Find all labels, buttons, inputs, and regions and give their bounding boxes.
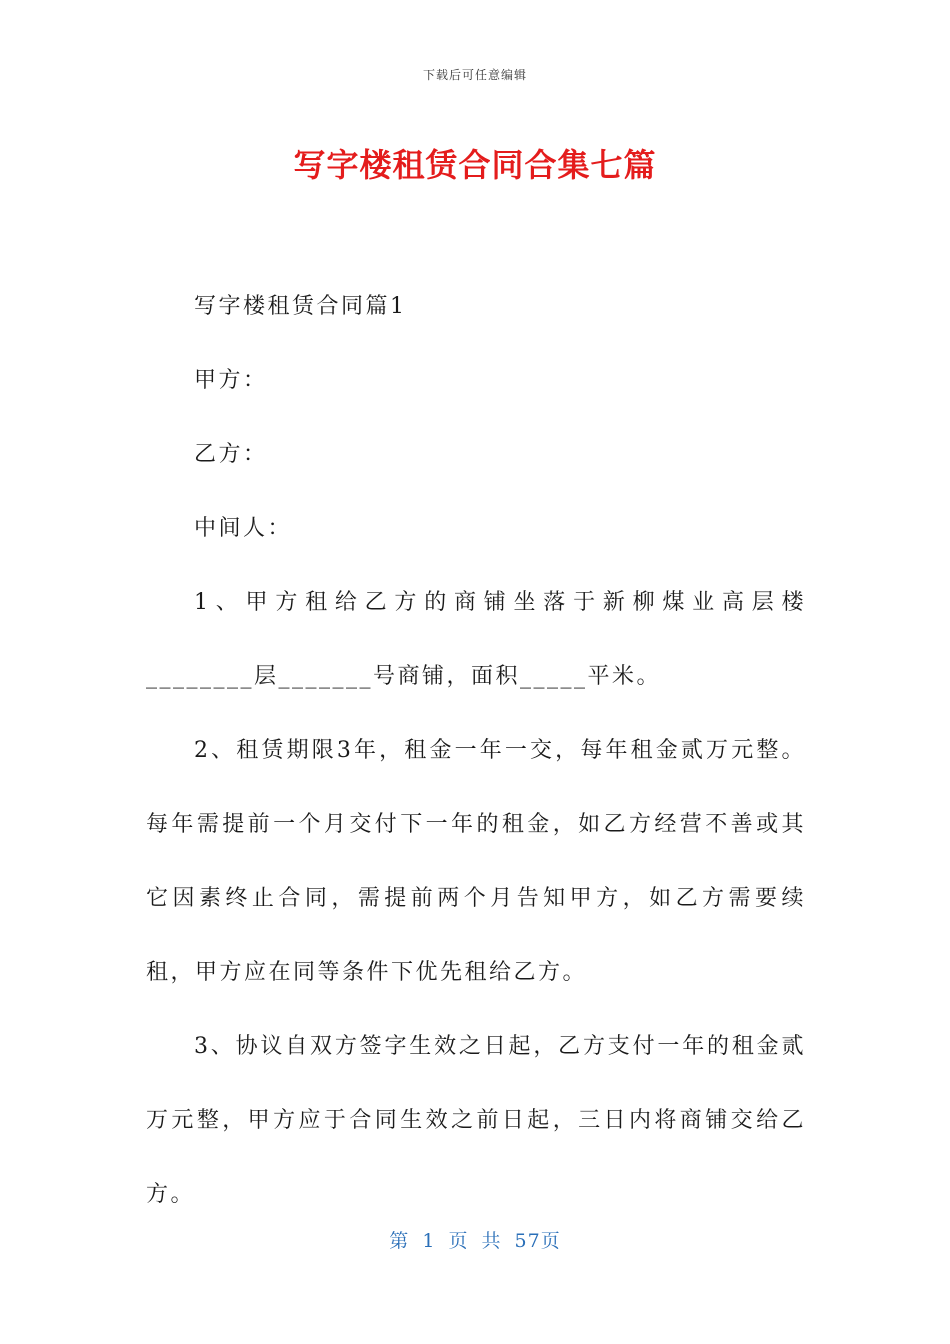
intermediary-line: 中间人： [194,516,293,541]
document-title: 写字楼租赁合同合集七篇 [293,146,657,184]
header-note: 下载后可任意编辑 [422,68,527,82]
clause-1: 1、甲方租给乙方的商铺坐落于新柳煤业高层楼________层_______号商铺，面积_____平米。 [146,590,806,689]
page-number: 第 1 页 共 57页 [389,1230,561,1252]
party-b-line: 乙方： [194,442,268,467]
document-body [146,270,806,1232]
party-a-line: 甲方： [194,368,268,393]
section-heading: 写字楼租赁合同篇1 [194,294,407,319]
clause-2: 2、租赁期限3年，租金一年一交，每年租金贰万元整。每年需提前一个月交付下一年的租金，如乙方经营不善或其它因素终止合同，需提前两个月告知甲方，如乙方需要续租，甲方应在同等条件下优先租给乙方。 [146,738,806,985]
clause-3: 3、协议自双方签字生效之日起，乙方支付一年的租金贰万元整，甲方应于合同生效之前日起，三日内将商铺交给乙方。 [146,1034,806,1207]
